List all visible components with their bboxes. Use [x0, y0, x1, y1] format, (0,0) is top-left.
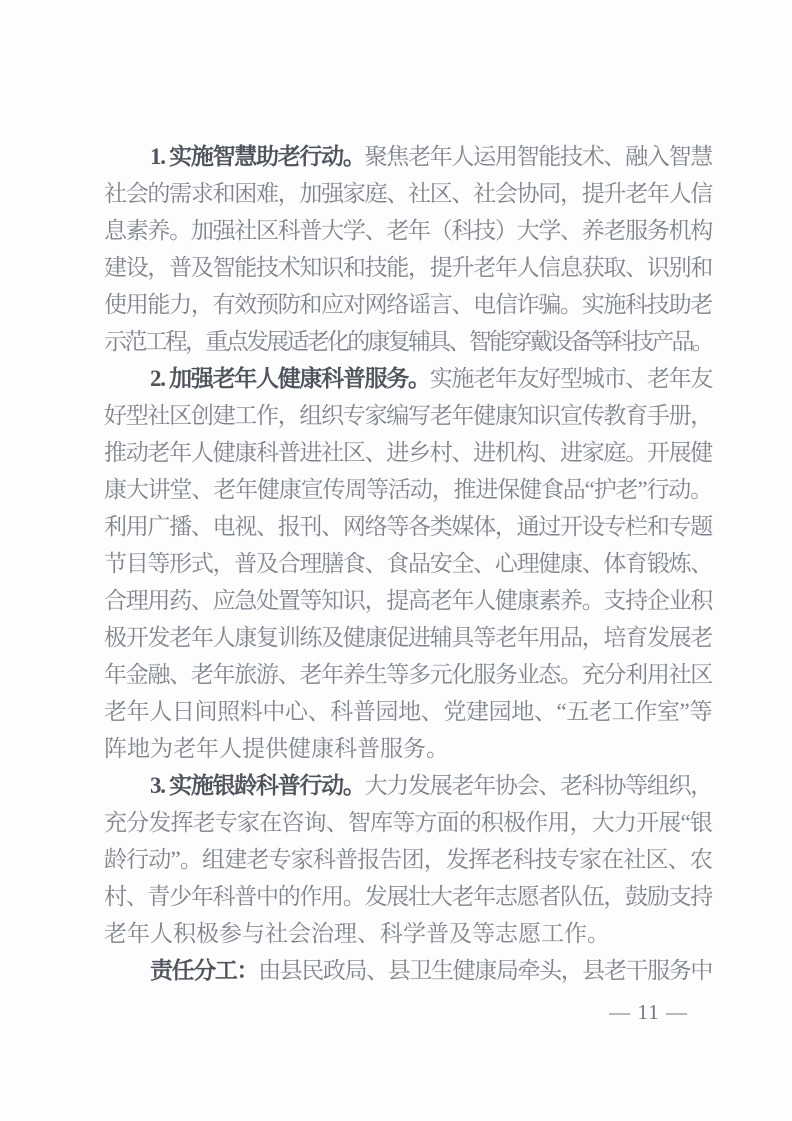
line-text: 利用广播、电视、报刊、网络等各类媒体，通过开设专栏和专题 [104, 514, 713, 539]
line-text: 充分发挥老专家在咨询、智库等方面的积极作用，大力开展“银 [104, 810, 712, 835]
page-number: — 11 — [609, 1000, 688, 1024]
text-line [104, 656, 712, 693]
line-text: 实施老年友好型城市、老年友 [429, 366, 713, 391]
line-text: 节目等形式，普及合理膳食、食品安全、心理健康、体育锻炼、 [104, 551, 713, 576]
text-line [104, 619, 712, 656]
text-line [104, 249, 712, 286]
line-text: 极开发老年人康复训练及健康促进辅具等老年用品，培育发展老 [104, 625, 713, 650]
line-text: 老年人日间照料中心、科普园地、党建园地、“五老工作室”等 [104, 699, 712, 724]
line-text: 息素养。加强社区科普大学、老年（科技）大学、养老服务机构 [104, 218, 713, 243]
text-line [104, 878, 712, 915]
text-line [104, 804, 712, 841]
paragraph-lead: 3. 实施银龄科普行动。 [150, 773, 365, 798]
line-text: 康大讲堂、老年健康宣传周等活动，推进保健食品“护老”行动。 [104, 477, 712, 502]
text-line [104, 582, 712, 619]
paragraph-lead: 责任分工： [150, 958, 259, 983]
text-line [104, 915, 712, 952]
text-line [104, 952, 712, 989]
line-text: 聚焦老年人运用智能技术、融入智慧 [364, 144, 713, 169]
text-line [104, 397, 712, 434]
text-line [104, 471, 712, 508]
text-line [104, 138, 712, 175]
text-line [104, 841, 712, 878]
text-line [104, 730, 712, 767]
text-line [104, 212, 712, 249]
line-text: 示范工程，重点发展适老化的康复辅具、智能穿戴设备等科技产品。 [104, 329, 713, 354]
text-line [104, 286, 712, 323]
line-text: 大力发展老年协会、老科协等组织， [364, 773, 713, 798]
text-line [104, 323, 712, 360]
line-text: 由县民政局、县卫生健康局牵头，县老干服务中 [258, 958, 713, 983]
line-text: 年金融、老年旅游、老年养生等多元化服务业态。充分利用社区 [104, 662, 713, 687]
text-line [104, 767, 712, 804]
line-text: 使用能力，有效预防和应对网络谣言、电信诈骗。实施科技助老 [104, 292, 713, 317]
text-line [104, 434, 712, 471]
line-text: 合理用药、应急处置等知识，提高老年人健康素养。支持企业积 [104, 588, 713, 613]
text-line [104, 508, 712, 545]
line-text: 建设，普及智能技术知识和技能，提升老年人信息获取、识别和 [104, 255, 713, 280]
line-text: 阵地为老年人提供健康科普服务。 [104, 736, 449, 761]
text-line [104, 545, 712, 582]
paragraph-lead: 1. 实施智慧助老行动。 [150, 144, 365, 169]
document-body [104, 138, 712, 989]
line-text: 村、青少年科普中的作用。发展壮大老年志愿者队伍，鼓励支持 [104, 884, 713, 909]
line-text: 社会的需求和困难，加强家庭、社区、社会协同，提升老年人信 [104, 181, 713, 206]
line-text: 推动老年人健康科普进社区、进乡村、进机构、进家庭。开展健 [104, 440, 713, 465]
line-text: 老年人积极参与社会治理、科学普及等志愿工作。 [104, 921, 610, 946]
line-text: 好型社区创建工作，组织专家编写老年健康知识宣传教育手册， [104, 403, 713, 428]
text-line [104, 360, 712, 397]
text-line [104, 175, 712, 212]
paragraph-lead: 2. 加强老年人健康科普服务。 [150, 366, 430, 391]
line-text: 龄行动”。组建老专家科普报告团，发挥老科技专家在社区、农 [104, 847, 712, 872]
text-line [104, 693, 712, 730]
